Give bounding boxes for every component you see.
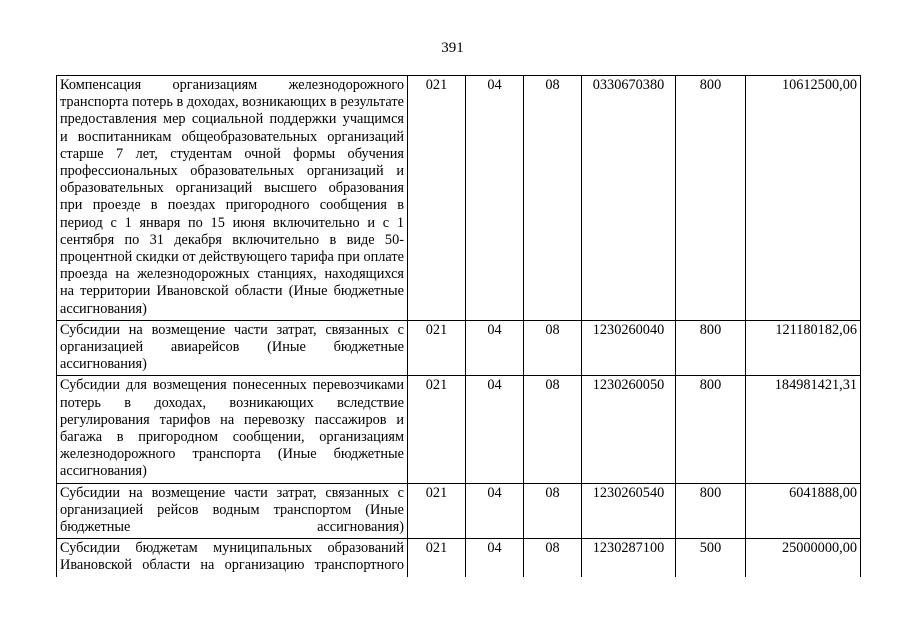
- section-code: 04: [466, 320, 524, 376]
- subsection-code: 08: [524, 320, 582, 376]
- row-description: Субсидии бюджетам муниципальных образований Ивановской области на организацию транспортного: [57, 539, 408, 577]
- expense-type-code: 800: [676, 76, 746, 321]
- expense-type-code: 800: [676, 320, 746, 376]
- budget-table: [56, 75, 861, 577]
- ministry-code: 021: [408, 320, 466, 376]
- amount: 6041888,00: [746, 483, 861, 539]
- target-article-code: 0330670380: [582, 76, 676, 321]
- target-article-code: 1230260540: [582, 483, 676, 539]
- row-description: Компенсация организациям железнодорожного транспорта потерь в доходах, возникающих в результате предоставления мер социальной поддержки учащимся и воспитанникам общеобразовательных организаций старше 7 лет, студентам очной формы обучения профессиональных образовательных организаций и образовательных организаций высшего образования при проезде в поездах пригородного сообщения в период с 1 января по 15 июня включительно и с 1 сентября по 31 декабря включительно в виде 50-процентной скидки от действующего тарифа при оплате проезда на железнодорожных станциях, находящихся на территории Ивановской области (Иные бюджетные ассигнования): [57, 76, 408, 321]
- section-code: 04: [466, 539, 524, 577]
- subsection-code: 08: [524, 483, 582, 539]
- expense-type-code: 500: [676, 539, 746, 577]
- subsection-code: 08: [524, 376, 582, 483]
- section-code: 04: [466, 483, 524, 539]
- ministry-code: 021: [408, 483, 466, 539]
- target-article-code: 1230260050: [582, 376, 676, 483]
- target-article-code: 1230287100: [582, 539, 676, 577]
- row-description: Субсидии на возмещение части затрат, связанных с организацией рейсов водным транспортом (Иные бюджетные ассигнования): [57, 483, 408, 539]
- table-row: [57, 539, 861, 577]
- amount: 184981421,31: [746, 376, 861, 483]
- subsection-code: 08: [524, 539, 582, 577]
- row-description: Субсидии на возмещение части затрат, связанных с организацией авиарейсов (Иные бюджетные ассигнования): [57, 320, 408, 376]
- amount: 121180182,06: [746, 320, 861, 376]
- section-code: 04: [466, 76, 524, 321]
- target-article-code: 1230260040: [582, 320, 676, 376]
- page-number: 391: [441, 40, 464, 56]
- table-row: [57, 483, 861, 539]
- amount: 10612500,00: [746, 76, 861, 321]
- section-code: 04: [466, 376, 524, 483]
- ministry-code: 021: [408, 76, 466, 321]
- table-row: [57, 376, 861, 483]
- expense-type-code: 800: [676, 483, 746, 539]
- ministry-code: 021: [408, 376, 466, 483]
- table-row: [57, 76, 861, 321]
- expense-type-code: 800: [676, 376, 746, 483]
- table-row: [57, 320, 861, 376]
- subsection-code: 08: [524, 76, 582, 321]
- ministry-code: 021: [408, 539, 466, 577]
- amount: 25000000,00: [746, 539, 861, 577]
- row-description: Субсидии для возмещения понесенных перевозчиками потерь в доходах, возникающих вследствие регулирования тарифов на перевозку пассажиров и багажа в пригородном сообщении, организациям железнодорожного транспорта (Иные бюджетные ассигнования): [57, 376, 408, 483]
